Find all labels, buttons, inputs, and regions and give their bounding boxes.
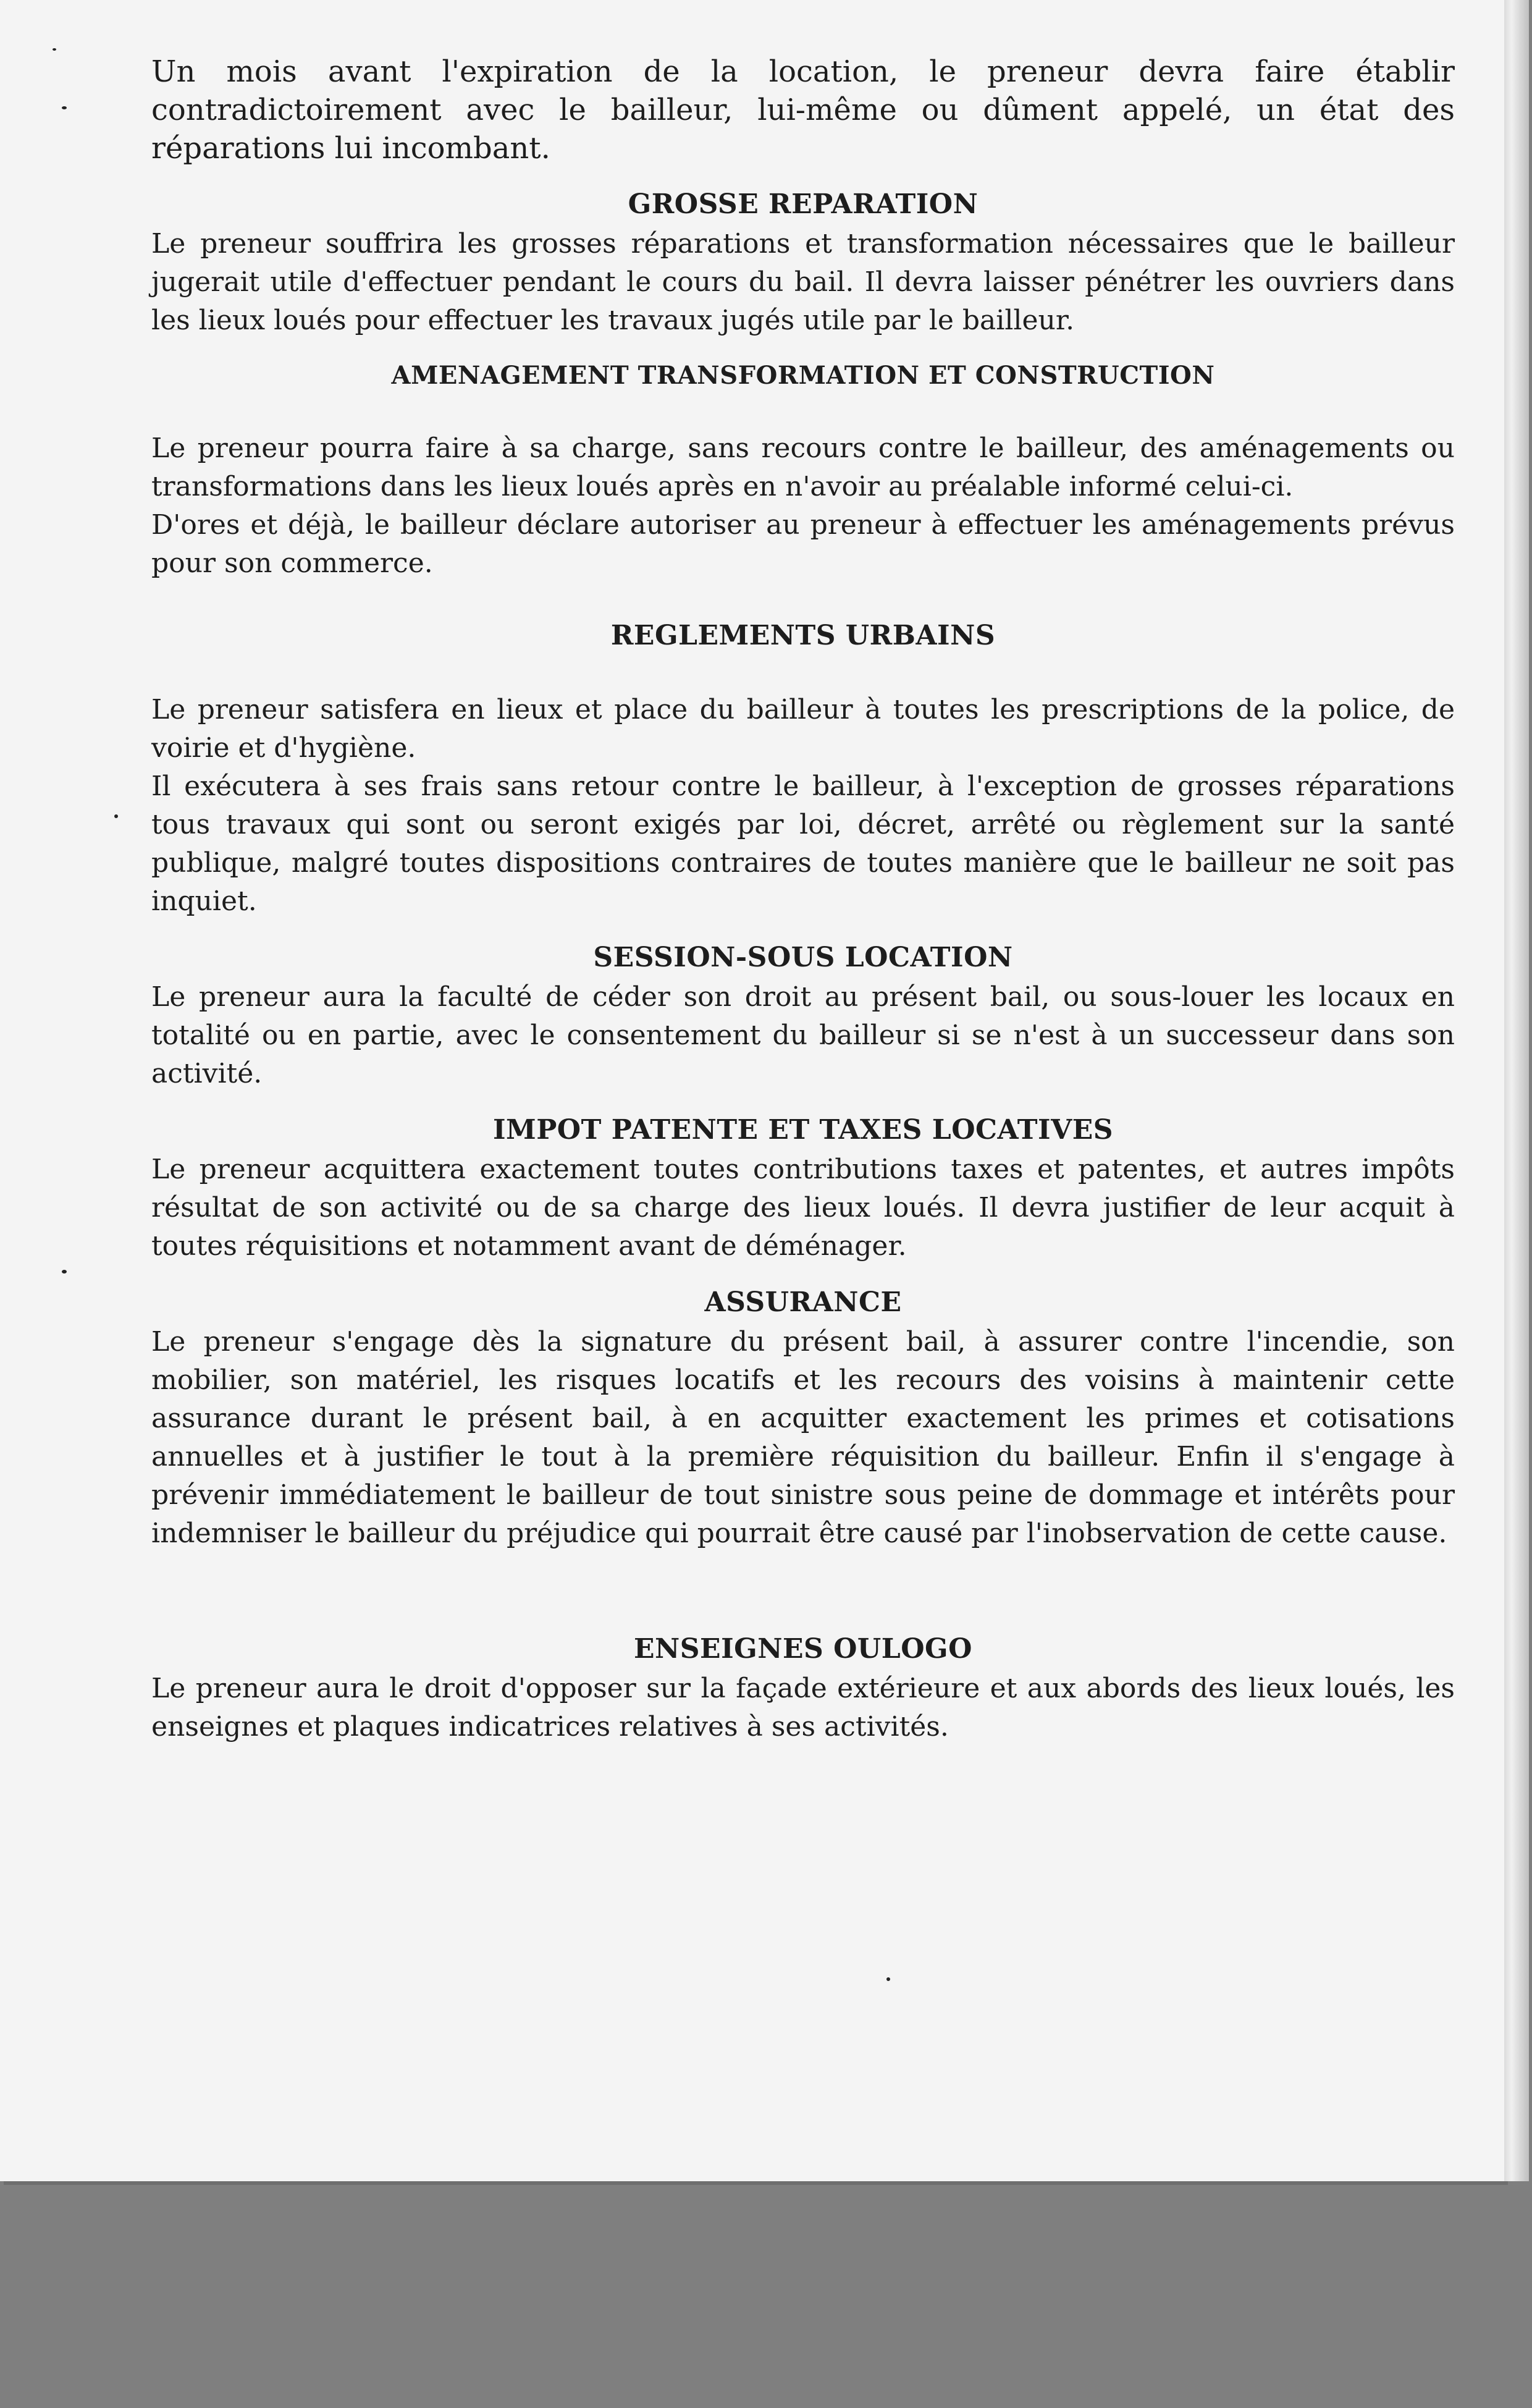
section-title-enseignes: ENSEIGNES OULOGO xyxy=(634,1633,972,1665)
scan-speck xyxy=(53,48,56,51)
section-paragraph: D'ores et déjà, le bailleur déclare autoriser au preneur à effectuer les aménagements prévus pour son commerce. xyxy=(151,509,1455,579)
section-title-session-sous-location: SESSION-SOUS LOCATION xyxy=(593,942,1013,973)
section-title-amenagement: AMENAGEMENT TRANSFORMATION ET CONSTRUCTION xyxy=(391,361,1215,390)
intro-paragraph: Un mois avant l'expiration de la location, le preneur devra faire établir contradictoirement avec le bailleur, lui-même ou dûment appelé, un état des réparations lui incombant. xyxy=(151,54,1455,166)
scan-speck xyxy=(62,106,67,109)
document-body xyxy=(151,53,1455,1746)
section-title-impot-patente: IMPOT PATENTE ET TAXES LOCATIVES xyxy=(492,1114,1114,1146)
section-paragraph: Il exécutera à ses frais sans retour contre le bailleur, à l'exception de grosses réparations tous travaux qui sont ou seront exigés par loi, décret, arrêté ou règlement sur la santé publique, malgré toutes dispositions contraires de toutes manière que le bailleur ne soit pas inquiet. xyxy=(151,771,1455,917)
section-title-reglements-urbains: REGLEMENTS URBAINS xyxy=(610,620,996,651)
scan-speck xyxy=(114,814,118,818)
section-paragraph: Le preneur acquittera exactement toutes contributions taxes et patentes, et autres impôts résultat de son activité ou de sa charge des lieux loués. Il devra justifier de leur acquit à toutes réquisitions et notamment avant de déménager. xyxy=(151,1154,1455,1262)
page-edge-shadow xyxy=(1504,0,1529,2181)
section-paragraph: Le preneur satisfera en lieux et place du bailleur à toutes les prescriptions de la police, de voirie et d'hygiène. xyxy=(151,694,1455,764)
scan-speck xyxy=(886,1977,890,1981)
section-paragraph: Le preneur aura le droit d'opposer sur la façade extérieure et aux abords des lieux loués, les enseignes et plaques indicatrices relatives à ses activités. xyxy=(151,1673,1455,1743)
section-paragraph: Le preneur souffrira les grosses réparations et transformation nécessaires que le bailleur jugerait utile d'effectuer pendant le cours du bail. Il devra laisser pénétrer les ouvriers dans les lieux loués pour effectuer les travaux jugés utile par le bailleur. xyxy=(151,228,1455,336)
section-paragraph: Le preneur s'engage dès la signature du présent bail, à assurer contre l'incendie, son mobilier, son matériel, les risques locatifs et les recours des voisins à maintenir cette assurance durant le présent bail, à en acquitter exactement les primes et cotisations annuelles et à justifier le tout à la première réquisition du bailleur. Enfin il s'engage à prévenir immédiatement le bailleur de tout sinistre sous peine de dommage et intérêts pour indemniser le bailleur du préjudice qui pourrait être causé par l'inobservation de cette cause. xyxy=(151,1326,1455,1549)
section-paragraph: Le preneur pourra faire à sa charge, sans recours contre le bailleur, des aménagements ou transformations dans les lieux loués après en n'avoir au préalable informé celui-ci. xyxy=(151,433,1455,502)
section-title-grosse-reparation: GROSSE REPARATION xyxy=(628,188,979,220)
section-title-assurance: ASSURANCE xyxy=(704,1286,902,1318)
section-paragraph: Le preneur aura la faculté de céder son droit au présent bail, ou sous-louer les locaux en totalité ou en partie, avec le consentement du bailleur si se n'est à un successeur dans son activité. xyxy=(151,981,1455,1089)
scan-speck xyxy=(62,1270,67,1274)
